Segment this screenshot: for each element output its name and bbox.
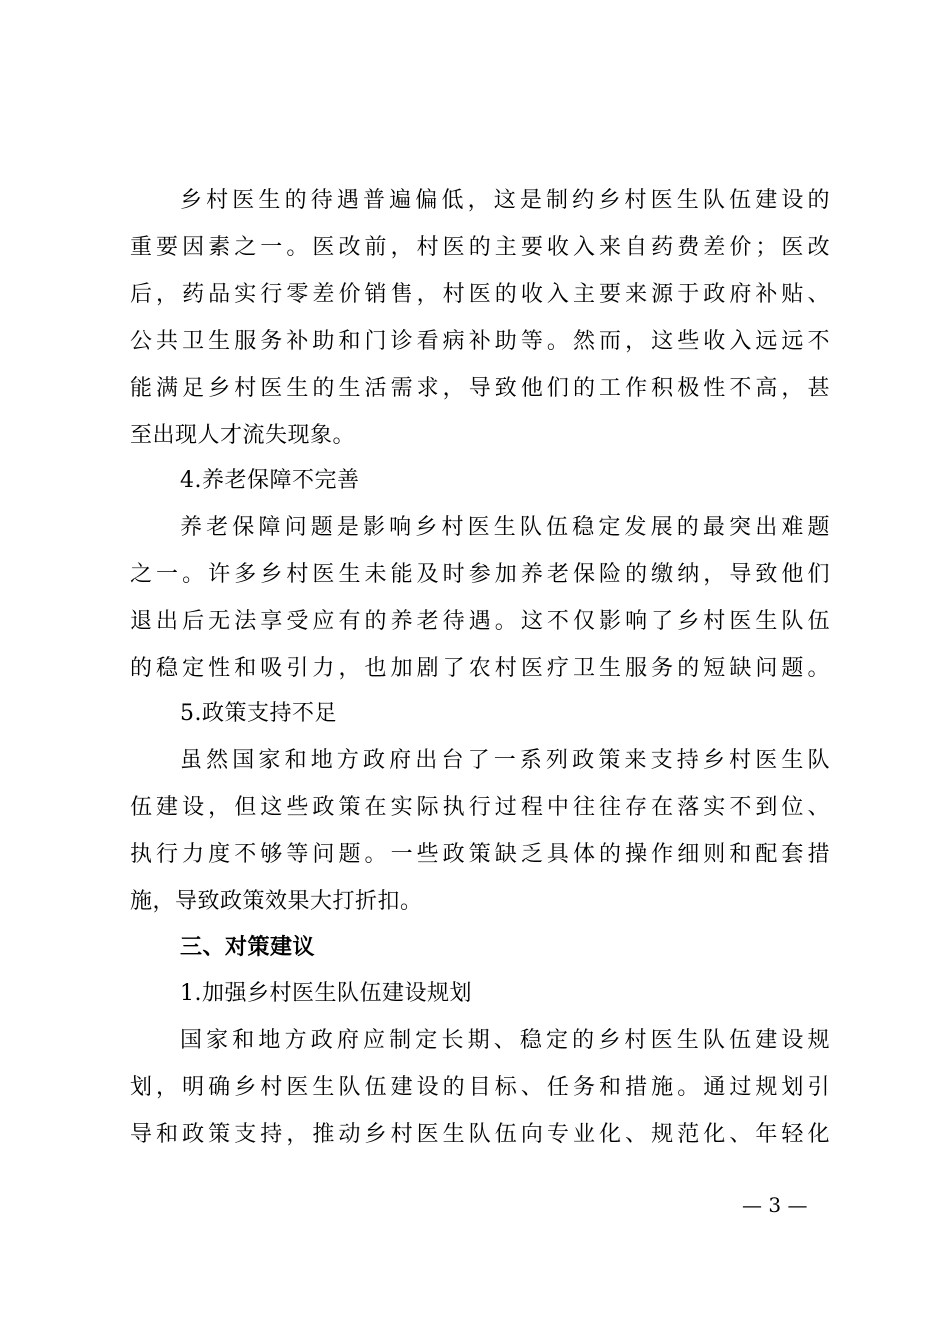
paragraph-line: 至出现人才流失现象。 <box>130 423 356 448</box>
subsection-heading: 5.政策支持不足 <box>180 701 337 726</box>
paragraph-line: 执行力度不够等问题。一些政策缺乏具体的操作细则和配套措 <box>130 842 830 867</box>
paragraph-line: 养老保障问题是影响乡村医生队伍稳定发展的最突出难题 <box>180 515 830 540</box>
paragraph-line: 退出后无法享受应有的养老待遇。这不仅影响了乡村医生队伍 <box>130 609 830 634</box>
paragraph-line: 能满足乡村医生的生活需求，导致他们的工作积极性不高，甚 <box>130 376 830 401</box>
subsection-heading: 1.加强乡村医生队伍建设规划 <box>180 981 472 1006</box>
subsection-heading: 4.养老保障不完善 <box>180 468 360 493</box>
paragraph-line: 后，药品实行零差价销售，村医的收入主要来源于政府补贴、 <box>130 282 830 307</box>
paragraph-line: 公共卫生服务补助和门诊看病补助等。然而，这些收入远远不 <box>130 329 830 354</box>
paragraph-line: 伍建设，但这些政策在实际执行过程中往往存在落实不到位、 <box>130 795 830 820</box>
paragraph-line: 虽然国家和地方政府出台了一系列政策来支持乡村医生队 <box>180 748 830 773</box>
paragraph-line: 的稳定性和吸引力，也加剧了农村医疗卫生服务的短缺问题。 <box>130 656 830 681</box>
paragraph-line: 国家和地方政府应制定长期、稳定的乡村医生队伍建设规 <box>180 1028 830 1053</box>
section-heading: 三、对策建议 <box>180 934 316 960</box>
paragraph-line: 重要因素之一。医改前，村医的主要收入来自药费差价；医改 <box>130 235 830 260</box>
paragraph-line: 划，明确乡村医生队伍建设的目标、任务和措施。通过规划引 <box>130 1075 830 1100</box>
paragraph-line: 乡村医生的待遇普遍偏低，这是制约乡村医生队伍建设的 <box>180 188 830 213</box>
paragraph-line: 之一。许多乡村医生未能及时参加养老保险的缴纳，导致他们 <box>130 562 830 587</box>
paragraph-line: 导和政策支持，推动乡村医生队伍向专业化、规范化、年轻化 <box>130 1122 830 1147</box>
paragraph-line: 施，导致政策效果大打折扣。 <box>130 889 423 914</box>
page-number: — 3 — <box>742 1193 808 1217</box>
